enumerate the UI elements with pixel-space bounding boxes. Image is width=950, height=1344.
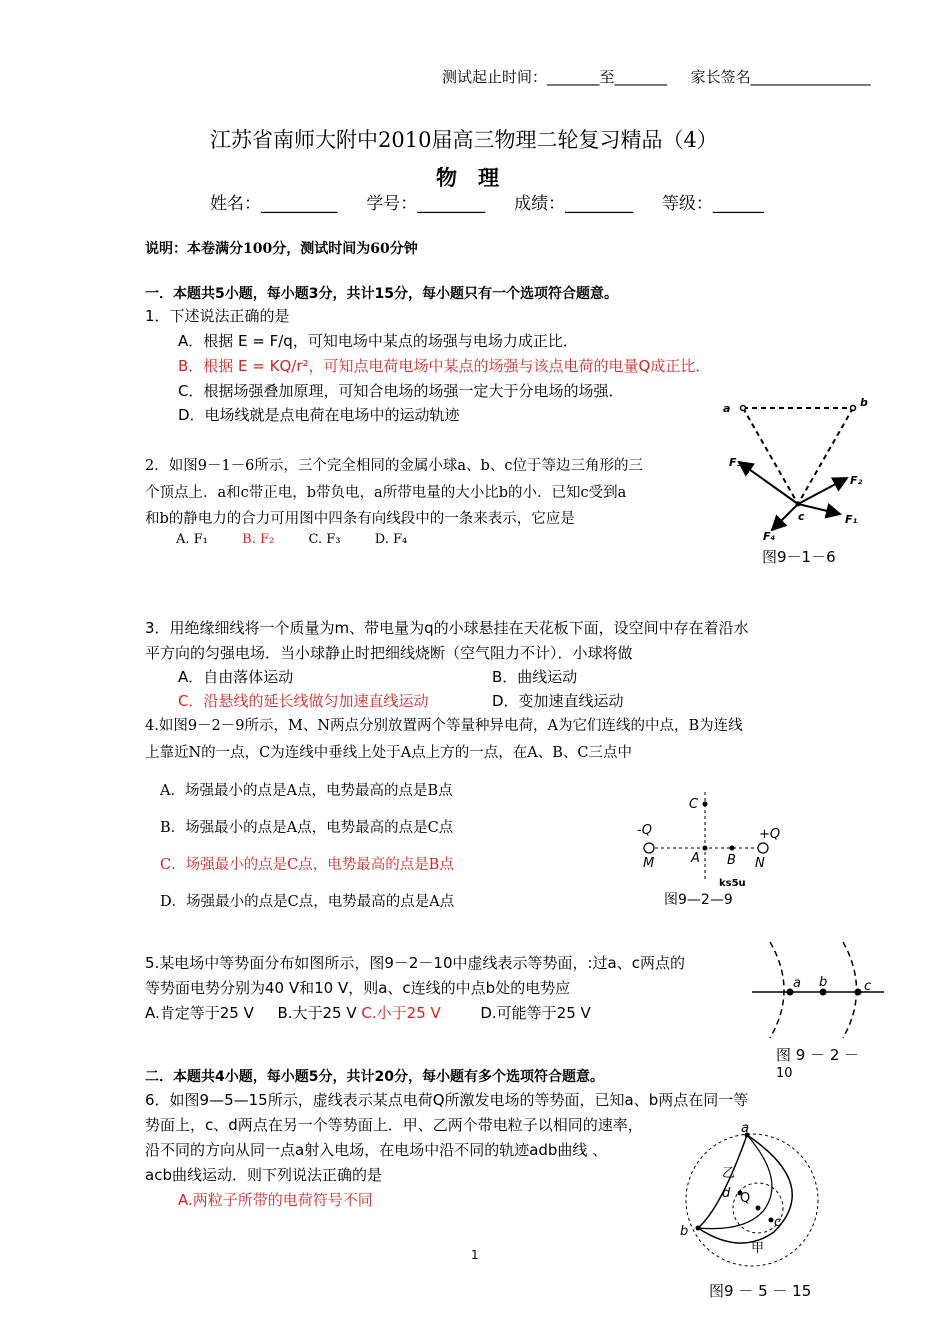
fig2-label-c: C [689, 797, 699, 812]
fig3-label-a: a [793, 976, 801, 991]
q4-option-a: A．场强最小的点是A点，电势最高的点是B点 [160, 783, 453, 799]
q5-option-c: C.小于25 V [361, 1004, 441, 1022]
fig3-label-b: b [819, 975, 828, 990]
figure-9-2-9 [635, 790, 795, 890]
q2-option-a: A. F₁ [176, 532, 208, 547]
q5-option-a: A.肯定等于25 V [145, 1004, 254, 1022]
fig2-watermark: ks5u [719, 878, 746, 889]
fig4-label-jia: 甲 [751, 1241, 765, 1256]
q3-option-c: C．沿悬线的延长线做匀加速直线运动 [178, 692, 429, 710]
fig2-label-a: A [691, 851, 700, 866]
fig1-label-b: b [860, 396, 868, 409]
name-field: 姓名：_________ [210, 194, 338, 214]
q2-option-d: D. F₄ [374, 532, 408, 547]
figure-9-2-10-caption-1: 图 9 － 2 － [776, 1046, 860, 1064]
q5-option-d: D.可能等于25 V [480, 1004, 591, 1022]
fig2-label-pos-q: +Q [759, 827, 781, 842]
q3-option-b: B．曲线运动 [492, 668, 578, 686]
q1-option-a: A．根据 E = F/q，可知电场中某点的场强与电场力成正比． [178, 332, 578, 350]
figure-9-2-10-caption-2: 10 [776, 1066, 793, 1081]
fig4-label-d: d [722, 1186, 731, 1201]
q4-option-b: B．场强最小的点是A点，电势最高的点是C点 [160, 820, 454, 836]
q4-option-c: C．场强最小的点是C点，电势最高的点是B点 [160, 857, 454, 873]
student-info-row [210, 189, 764, 214]
fig2-label-neg-q: -Q [637, 823, 652, 838]
q3-line-2: 平方向的匀强电场．当小球静止时把细线烧断（空气阻力不计）．小球将做 [145, 644, 633, 662]
figure-9-5-15 [676, 1120, 826, 1270]
q2-line-1: 2．如图9－1－6所示，三个完全相同的金属小球a、b、c位于等边三角形的三 [145, 458, 643, 474]
score-field: 成绩：________ [514, 194, 634, 214]
section2-heading: 二．本题共4小题，每小题5分，共计20分，每小题有多个选项符合题意。 [145, 1069, 604, 1085]
page-title: 江苏省南师大附中2010届高三物理二轮复习精品（4） [210, 128, 718, 152]
q6-option-a: A.两粒子所带的电荷符号不同 [178, 1191, 373, 1209]
figure-9-1-6-caption: 图9－1－6 [762, 548, 836, 566]
test-time-label: 测试起止时间：_______至_______ [442, 68, 668, 86]
figure-9-5-15-caption: 图9 － 5 － 15 [709, 1282, 812, 1300]
q1-option-d: D．电场线就是点电荷在电场中的运动轨迹 [178, 406, 460, 424]
fig1-label-c: c [798, 510, 805, 523]
figure-9-2-9-caption: 图9—2—9 [664, 892, 733, 908]
exam-note: 说明：本卷满分100分，测试时间为60分钟 [145, 241, 418, 257]
student-number-field: 学号：________ [366, 194, 486, 214]
fig1-label-a: a [723, 402, 731, 415]
grade-field: 等级：______ [661, 194, 764, 214]
q2-option-c: C. F₃ [308, 532, 341, 547]
q4-option-d: D．场强最小的点是C点，电势最高的点是A点 [160, 894, 455, 910]
q1-option-b: B．根据 E = KQ/r²，可知点电荷电场中某点的场强与该点电荷的电量Q成正比． [178, 357, 711, 375]
q3-option-a: A．自由落体运动 [178, 668, 294, 686]
parent-signature-label: 家长签名________________ [690, 68, 871, 86]
fig1-label-f3: F₃ [729, 456, 742, 469]
q3-line-1: 3．用绝缘细线将一个质量为m、带电量为q的小球悬挂在天花板下面，设空间中存在着沿水 [145, 619, 749, 637]
q5-line-1: 5.某电场中等势面分布如图所示，图9－2－10中虚线表示等势面，:过a、c两点的 [145, 954, 685, 972]
fig3-label-c: c [864, 979, 872, 994]
q6-line-4: acb曲线运动．则下列说法正确的是 [145, 1166, 382, 1184]
fig2-label-b: B [727, 853, 736, 868]
q5-line-2: 等势面电势分别为40 V和10 V，则a、c连线的中点b处的电势应 [145, 979, 571, 997]
figure-9-2-10 [748, 940, 888, 1040]
section1-heading: 一．本题共5小题，每小题3分，共计15分，每小题只有一个选项符合题意。 [145, 286, 618, 302]
q2-line-3: 和b的静电力的合力可用图中四条有向线段中的一条来表示，它应是 [145, 511, 575, 527]
q2-option-b: B. F₂ [242, 532, 275, 547]
fig1-label-f2: F₂ [850, 474, 863, 487]
fig1-label-f4: F₄ [763, 530, 776, 543]
fig4-label-c: c [774, 1215, 782, 1230]
q1-stem: 1．下述说法正确的是 [145, 307, 290, 325]
fig2-label-m: M [643, 856, 655, 871]
fig4-label-yi: 乙 [722, 1166, 736, 1181]
subject-title: 物 理 [436, 166, 499, 190]
page-number: 1 [471, 1248, 479, 1262]
q6-line-1: 6．如图9—5—15所示，虚线表示某点电荷Q所激发电场的等势面，已知a、b两点在同一等 [145, 1091, 749, 1109]
q1-option-c: C．根据场强叠加原理，可知合电场的场强一定大于分电场的场强． [178, 382, 624, 400]
q6-line-3: 沿不同的方向从同一点a射入电场，在电场中沿不同的轨迹adb曲线 、 [145, 1141, 608, 1159]
q3-option-d: D．变加速直线运动 [492, 692, 624, 710]
fig4-label-q: Q [740, 1191, 751, 1206]
fig4-label-a: a [741, 1121, 749, 1136]
q4-line-1: 4.如图9－2－9所示，M、N两点分别放置两个等量种异电荷，A为它们连线的中点，B为连线 [145, 718, 743, 734]
fig2-label-n: N [755, 856, 765, 871]
q5-option-b: B.大于25 V [277, 1004, 357, 1022]
figure-9-1-6 [715, 390, 875, 550]
fig1-label-f1: F₁ [845, 513, 858, 526]
q4-line-2: 上靠近N的一点，C为连线中垂线上处于A点上方的一点，在A、B、C三点中 [145, 745, 632, 761]
q2-line-2: 个顶点上．a和c带正电，b带负电，a所带电量的大小比b的小．已知c受到a [145, 485, 627, 501]
fig4-label-b: b [680, 1224, 689, 1239]
q6-line-2: 势面上，c、d两点在另一个等势面上．甲、乙两个带电粒子以相同的速率， [145, 1116, 643, 1134]
